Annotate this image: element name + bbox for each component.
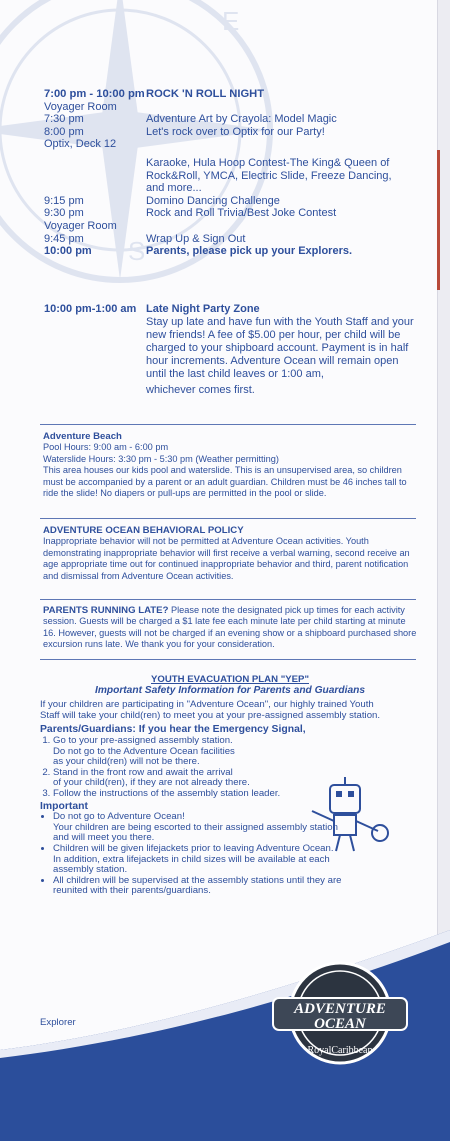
schedule-row-time: Voyager Room xyxy=(44,100,117,113)
schedule-row-time: 9:15 pm xyxy=(44,194,84,207)
parents-late-body: Please note the designated pick up times for each activity session. Guests will be charged a $1 late fee each minute late per child starting at minute 16. However, guests will not be charged if an evening show or a shipboard purchased shore excursion runs late. We thank you for your consideration. xyxy=(43,605,417,650)
important-bullet: • All children will be supervised at the assembly stations until they are reunited with their parents/guardians. xyxy=(53,876,420,897)
evac-step: 3. Follow the instructions of the assembly station leader. xyxy=(53,789,420,800)
pool-hours: Pool Hours: 9:00 am - 6:00 pm xyxy=(43,442,169,453)
schedule-row xyxy=(44,157,404,195)
late-night-body: Stay up late and have fun with the Youth Staff and your new friends! A fee of $5.00 per hour, per child will be charged to your shipboard account. Payment is in half hour increments. Adventure Ocean will remain open until the last child leaves or 1:00 am, xyxy=(146,316,414,380)
waterslide-hours: Waterslide Hours: 3:30 pm - 5:30 pm (Weather permitting) xyxy=(43,453,279,464)
schedule-row-time: 9:45 pm xyxy=(44,232,84,245)
divider xyxy=(40,659,416,660)
audience-label: Explorer xyxy=(40,1017,76,1028)
late-night-title: Late Night Party Zone xyxy=(146,303,260,315)
important-bullet: • Do not go to Adventure Ocean! Your children are being escorted to their assigned assembly station and will meet you there. xyxy=(53,812,420,844)
svg-text:S: S xyxy=(128,236,146,266)
schedule-row xyxy=(44,101,404,114)
schedule-row xyxy=(44,207,404,220)
divider xyxy=(40,424,416,425)
schedule-row xyxy=(44,233,404,246)
schedule-row-desc: Adventure Art by Crayola: Model Magic xyxy=(146,113,337,126)
logo-line2: OCEAN xyxy=(314,1016,366,1032)
evac-step: 1. Go to your pre-assigned assembly station. Do not go to the Adventure Ocean facilities as your child(ren) will not be there. xyxy=(53,736,420,768)
schedule-row-time xyxy=(44,157,146,195)
policy-body: Inappropriate behavior will not be permitted at Adventure Ocean activities. Youth demonstrating inappropriate behavior will first receive a verbal warning, second receive an age appropriate time out for continued inappropriate behavior and third, parent notification and dismissal from Adventure Ocean activities. xyxy=(43,536,410,581)
red-edge-tab xyxy=(437,150,440,290)
final-desc: Parents, please pick up your Explorers. xyxy=(146,245,353,258)
schedule-row-desc: Rock and Roll Trivia/Best Joke Contest xyxy=(146,207,337,220)
beach-title: Adventure Beach xyxy=(43,431,122,442)
beach-body: This area houses our kids pool and waterslide. This is an unsupervised area, so children must be accompanied by a parent or an adult guardian. Children must be 46 inches tall to ride the slide! No diapers or pull-ups are permitted in the pool or slide. xyxy=(43,465,407,499)
logo-brand: RoyalCaribbean xyxy=(307,1045,373,1056)
schedule-row-time: Optix, Deck 12 xyxy=(44,138,117,151)
late-night-time: 10:00 pm-1:00 am xyxy=(44,303,137,315)
schedule-row-desc xyxy=(146,101,404,114)
schedule-row-desc: Let's rock over to Optix for our Party! xyxy=(146,125,325,138)
schedule-row-desc xyxy=(146,220,404,233)
schedule-row-desc: Wrap Up & Sign Out xyxy=(146,232,246,245)
adventure-ocean-logo xyxy=(265,958,415,1068)
schedule-row xyxy=(44,113,404,126)
schedule-row-time: 8:00 pm xyxy=(44,125,84,138)
parents-late-title: PARENTS RUNNING LATE? xyxy=(43,605,169,616)
important-bullet: • Children will be given lifejackets prior to leaving Adventure Ocean. In addition, extra lifejackets in child sizes will be available at each assembly station. xyxy=(53,844,420,876)
svg-text:E: E xyxy=(222,6,240,36)
final-time: 10:00 pm xyxy=(44,245,92,258)
schedule-rows xyxy=(44,101,404,246)
schedule-row xyxy=(44,138,404,151)
schedule-row-time: 7:30 pm xyxy=(44,113,84,126)
signal-heading: Parents/Guardians: If you hear the Emergency Signal, xyxy=(40,724,306,736)
divider xyxy=(40,518,416,519)
parents-late-section xyxy=(43,605,419,651)
schedule-row-time: Voyager Room xyxy=(44,219,117,232)
schedule-row-desc: Domino Dancing Challenge xyxy=(146,194,280,207)
evac-subtitle: Important Safety Information for Parents and Guardians xyxy=(94,684,365,696)
schedule-row-time: 9:30 pm xyxy=(44,207,84,220)
late-night-body-end: whichever comes first. xyxy=(146,384,255,396)
robot-mascot-illustration xyxy=(300,775,390,855)
schedule-final-row xyxy=(44,245,404,258)
adventure-beach-section xyxy=(43,431,419,499)
behavioral-policy-section xyxy=(43,525,419,582)
schedule-row xyxy=(44,126,404,139)
schedule-row xyxy=(44,220,404,233)
important-heading: Important xyxy=(40,800,88,812)
late-night-section xyxy=(44,303,418,397)
rock-n-roll-schedule xyxy=(44,88,404,258)
evac-step: 2. Stand in the front row and await the arrival of your child(ren), if they are not already there. xyxy=(53,768,420,789)
schedule-header xyxy=(44,88,404,101)
divider xyxy=(40,599,416,600)
logo-line1: ADVENTURE xyxy=(294,1001,386,1017)
schedule-row-desc: Karaoke, Hula Hoop Contest-The King& Queen of Rock&Roll, YMCA, Electric Slide, Freeze Dancing, and more... xyxy=(146,156,392,195)
policy-title: ADVENTURE OCEAN BEHAVIORAL POLICY xyxy=(43,525,244,536)
evac-title: YOUTH EVACUATION PLAN "YEP" xyxy=(151,674,309,685)
evac-intro: If your children are participating in "Adventure Ocean", our highly trained Youth Staff will take your child(ren) to meet you at your pre-assigned assembly station. xyxy=(40,699,381,721)
schedule-row-desc xyxy=(146,138,404,151)
schedule-row xyxy=(44,195,404,208)
block-title: ROCK 'N ROLL NIGHT xyxy=(146,88,265,100)
block-time: 7:00 pm - 10:00 pm xyxy=(44,88,145,100)
